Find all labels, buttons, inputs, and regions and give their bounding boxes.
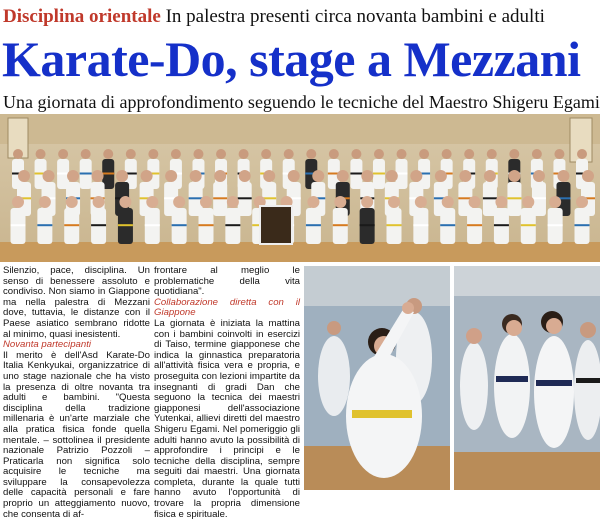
headline: Karate-Do, stage a Mezzani — [2, 31, 581, 87]
section-label: Disciplina orientale — [3, 6, 161, 27]
paragraph-merito: Il merito è dell'Asd Karate-Do Italia Kenkyukai, organizzatrice di uno stage nazionale che ha visto la presenza di oltre novanta tra adulti e bambini. "Questa disciplina della tradizione millenaria è un'arte marziale che alla pratica fisica fonde quella mentale. – sottolinea il presidente nazionale Patrizio Pozzoli – Praticarla non significa solo acquisire le tecniche ma sviluppare la consapevolezza delle capacità personali e fare proprio un atteggiamento nuovo, che consenta di af- — [3, 349, 150, 520]
karate-photo-girl — [304, 266, 450, 490]
article-column-1 — [3, 265, 150, 520]
paragraph-giornata: La giornata è iniziata la mattina con i bambini coinvolti in esercizi di Taiso, termine giapponese che indica la ginnastica preparatoria all'attività fisica vera e propria, e proseguita con lezioni impartite da insegnanti di gradi Dan che seguono la tecnica dei maestri giapponesi dell'associazione Yutenkai, allievi diretti del maestro Shigeru Egami. Nel pomeriggio gli adulti hanno avuto la possibilità di approfondire i principi e le tecniche della disciplina, sempre seguiti dai maestri. Una giornata completa, durante la quale tutti hanno avuto l'opportunità di trovare la propria dimensione fisica e spirituale. — [154, 317, 300, 520]
section-heading-partecipanti: Novanta partecipanti — [3, 339, 91, 351]
karate-photo-women — [454, 266, 600, 490]
article-column-2 — [154, 265, 300, 520]
kicker-text: In palestra presenti circa novanta bambini e adulti — [165, 6, 545, 27]
paragraph-intro: Silenzio, pace, disciplina. Un senso di benessere assoluto e condiviso. Non siamo in Giappone ma nella palestra di Mezzani dove, tuttavia, le distanze con il Paese asiatico sembrano ridotte al minimo, quasi inesistenti. — [3, 265, 150, 340]
kicker-line — [3, 3, 597, 31]
group-photo — [0, 114, 600, 262]
section-heading-collaborazione: Collaborazione diretta con il Giappone — [154, 296, 300, 319]
subheadline: Una giornata di approfondimento seguendo le tecniche del Maestro Shigeru Egami — [3, 92, 600, 112]
paragraph-continued: frontare al meglio le problematiche della vita quotidiana". — [154, 265, 300, 298]
